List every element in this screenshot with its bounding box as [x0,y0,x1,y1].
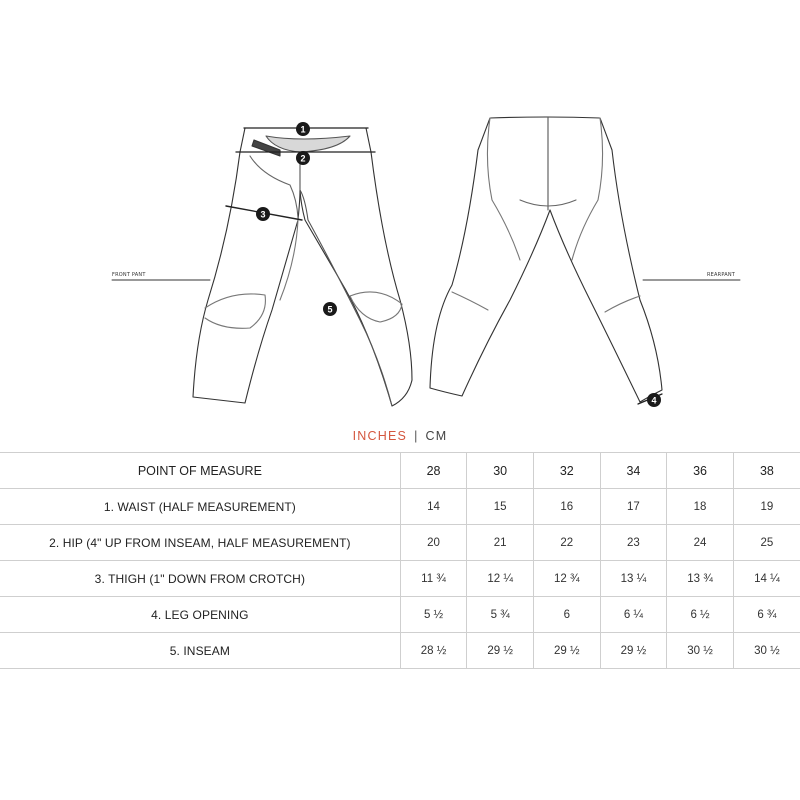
measure-value: 20 [400,525,467,561]
marker-5 [323,302,337,316]
measure-value: 15 [467,489,534,525]
cm-tab[interactable]: CM [425,429,448,443]
point-of-measure-header: POINT OF MEASURE [0,453,400,489]
measure-label: 3. THIGH (1" DOWN FROM CROTCH) [0,561,400,597]
svg-text:3: 3 [260,209,266,220]
table-row [0,525,800,561]
measure-value: 13 ¼ [600,561,667,597]
measure-value: 18 [667,489,734,525]
measure-value: 29 ½ [600,633,667,669]
measure-label: 5. INSEAM [0,633,400,669]
marker-4 [647,393,661,407]
marker-3 [256,207,270,221]
measure-value: 19 [733,489,800,525]
size-header: 38 [733,453,800,489]
measure-value: 6 [533,597,600,633]
inches-tab[interactable]: INCHES [352,429,408,443]
measure-value: 24 [667,525,734,561]
size-chart-table [0,452,800,669]
marker-2 [296,151,310,165]
measure-value: 28 ½ [400,633,467,669]
size-header: 30 [467,453,534,489]
table-row [0,489,800,525]
measure-label: 2. HIP (4" UP FROM INSEAM, HALF MEASUREMENT) [0,525,400,561]
measure-value: 30 ½ [667,633,734,669]
size-header: 28 [400,453,467,489]
measure-value: 29 ½ [533,633,600,669]
table-row [0,633,800,669]
marker-1 [296,122,310,136]
rear-pant-label: REARPANT [707,272,736,278]
front-pant-illustration [193,128,412,406]
measure-value: 25 [733,525,800,561]
svg-text:2: 2 [300,153,306,164]
measure-label: 1. WAIST (HALF MEASUREMENT) [0,489,400,525]
svg-text:1: 1 [300,124,306,135]
measure-value: 14 ¼ [733,561,800,597]
measure-value: 5 ½ [400,597,467,633]
measure-value: 6 ¼ [600,597,667,633]
svg-text:4: 4 [651,395,657,406]
measure-value: 21 [467,525,534,561]
measure-value: 11 ¾ [400,561,467,597]
measure-value: 6 ½ [667,597,734,633]
measure-value: 6 ¾ [733,597,800,633]
measure-value: 12 ¾ [533,561,600,597]
measure-value: 30 ½ [733,633,800,669]
measure-value: 23 [600,525,667,561]
svg-text:5: 5 [327,304,333,315]
unit-separator: | [414,429,419,443]
measure-value: 16 [533,489,600,525]
table-header-row [0,453,800,489]
measure-value: 12 ¼ [467,561,534,597]
measure-value: 5 ¾ [467,597,534,633]
front-pant-label: FRONT PANT [112,272,146,278]
measure-value: 22 [533,525,600,561]
rear-pant-illustration [430,117,662,404]
table-row [0,561,800,597]
measure-value: 14 [400,489,467,525]
size-header: 32 [533,453,600,489]
size-header: 34 [600,453,667,489]
table-row [0,597,800,633]
measure-value: 29 ½ [467,633,534,669]
unit-toggle [0,429,800,443]
measure-value: 13 ¾ [667,561,734,597]
measure-label: 4. LEG OPENING [0,597,400,633]
size-header: 36 [667,453,734,489]
measure-value: 17 [600,489,667,525]
